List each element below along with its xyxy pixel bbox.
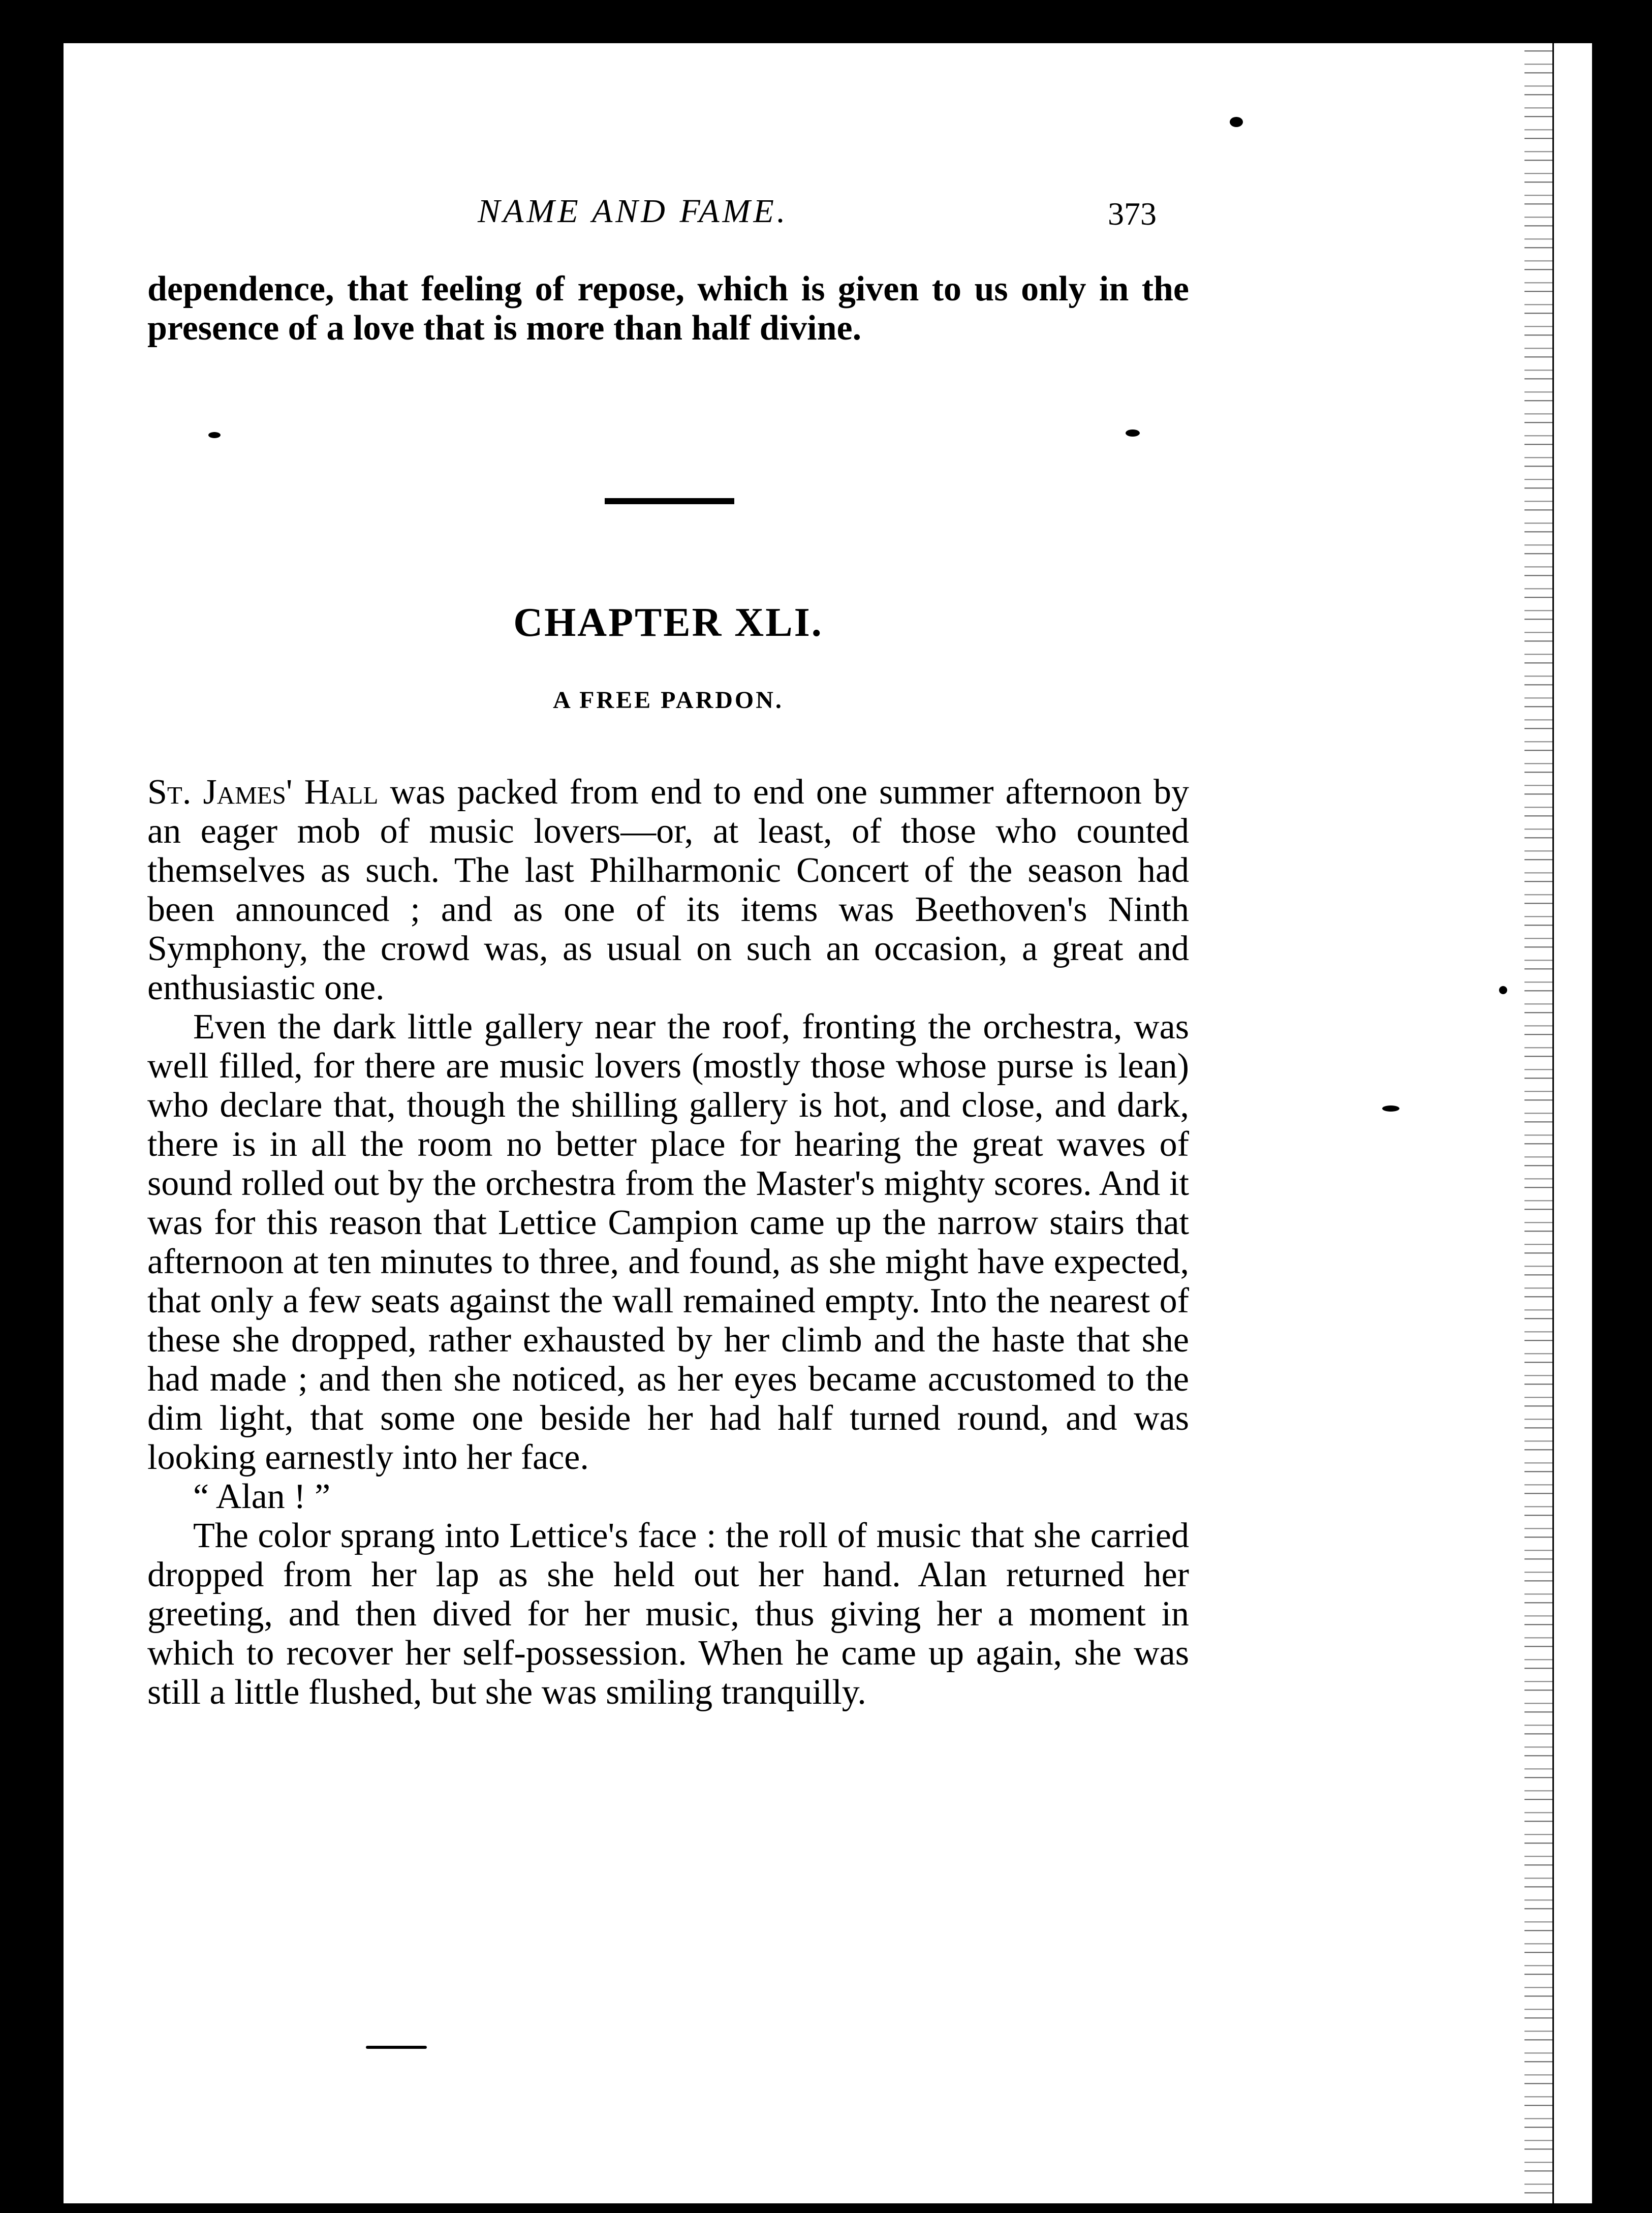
ink-speck xyxy=(1126,429,1140,437)
paragraph-2: Even the dark little gallery near the roof, fronting the orchestra, was well filled, for there are music lovers (mostly those whose purse is lean) who declare that, though the shilling gallery is hot, and close, and dark, there is in all the room no better place for hearing the great waves of sound rolled out by the orchestra from the Master's mighty scores. And it was for this reason that Lettice Campion came up the narrow stairs that afternoon at ten minutes to three, and found, as she might have expected, that only a few seats against the wall remained empty. Into the nearest of these she dropped, rather exhausted by her climb and the haste that she had made ; and then she noticed, as her eyes became accustomed to the dim light, that some one beside her had half turned round, and was looking earnestly into her face. xyxy=(147,1007,1189,1477)
right-margin-strip xyxy=(1552,43,1592,2203)
right-page-edge xyxy=(1524,43,1552,2203)
left-binding-shadow xyxy=(48,43,64,2203)
chapter-subtitle: A FREE PARDON. xyxy=(553,687,784,714)
ink-speck xyxy=(1382,1105,1399,1112)
paragraph-3: “ Alan ! ” xyxy=(193,1477,331,1516)
ink-speck xyxy=(208,432,221,438)
chapter-heading: CHAPTER XLI. xyxy=(513,600,823,645)
running-head xyxy=(147,192,1189,243)
carryover-paragraph: dependence, that feeling of repose, which is given to us only in the presence of a love that is more than half divine. xyxy=(147,269,1189,348)
paragraph-1 xyxy=(147,773,1189,1007)
ink-speck xyxy=(366,2046,427,2049)
ink-speck xyxy=(1499,986,1507,994)
section-rule xyxy=(605,498,734,504)
page-number: 373 xyxy=(1108,196,1157,232)
ink-speck xyxy=(1230,117,1243,127)
paragraph-4: The color sprang into Lettice's face : the roll of music that she carried dropped from her lap as she held out her hand. Alan returned her greeting, and then dived for her music, thus giving her a moment in which to recover her self-possession. When he came up again, she was still a little flushed, but she was smiling tranquilly. xyxy=(147,1516,1189,1712)
paragraph-text: was packed from end to end one summer afternoon by an eager mob of music lovers—or, at least, of those who counted themselves as such. The last Philharmonic Concert of the season had been announced ; and as one of its items was Beethoven's Ninth Symphony, the crowd was, as usual on such an occasion, a great and enthusiastic one. xyxy=(147,773,1189,1007)
chapter-body xyxy=(147,773,1189,1712)
paragraph-lead: St. James' Hall xyxy=(147,773,379,812)
running-title: NAME AND FAME. xyxy=(478,193,789,230)
